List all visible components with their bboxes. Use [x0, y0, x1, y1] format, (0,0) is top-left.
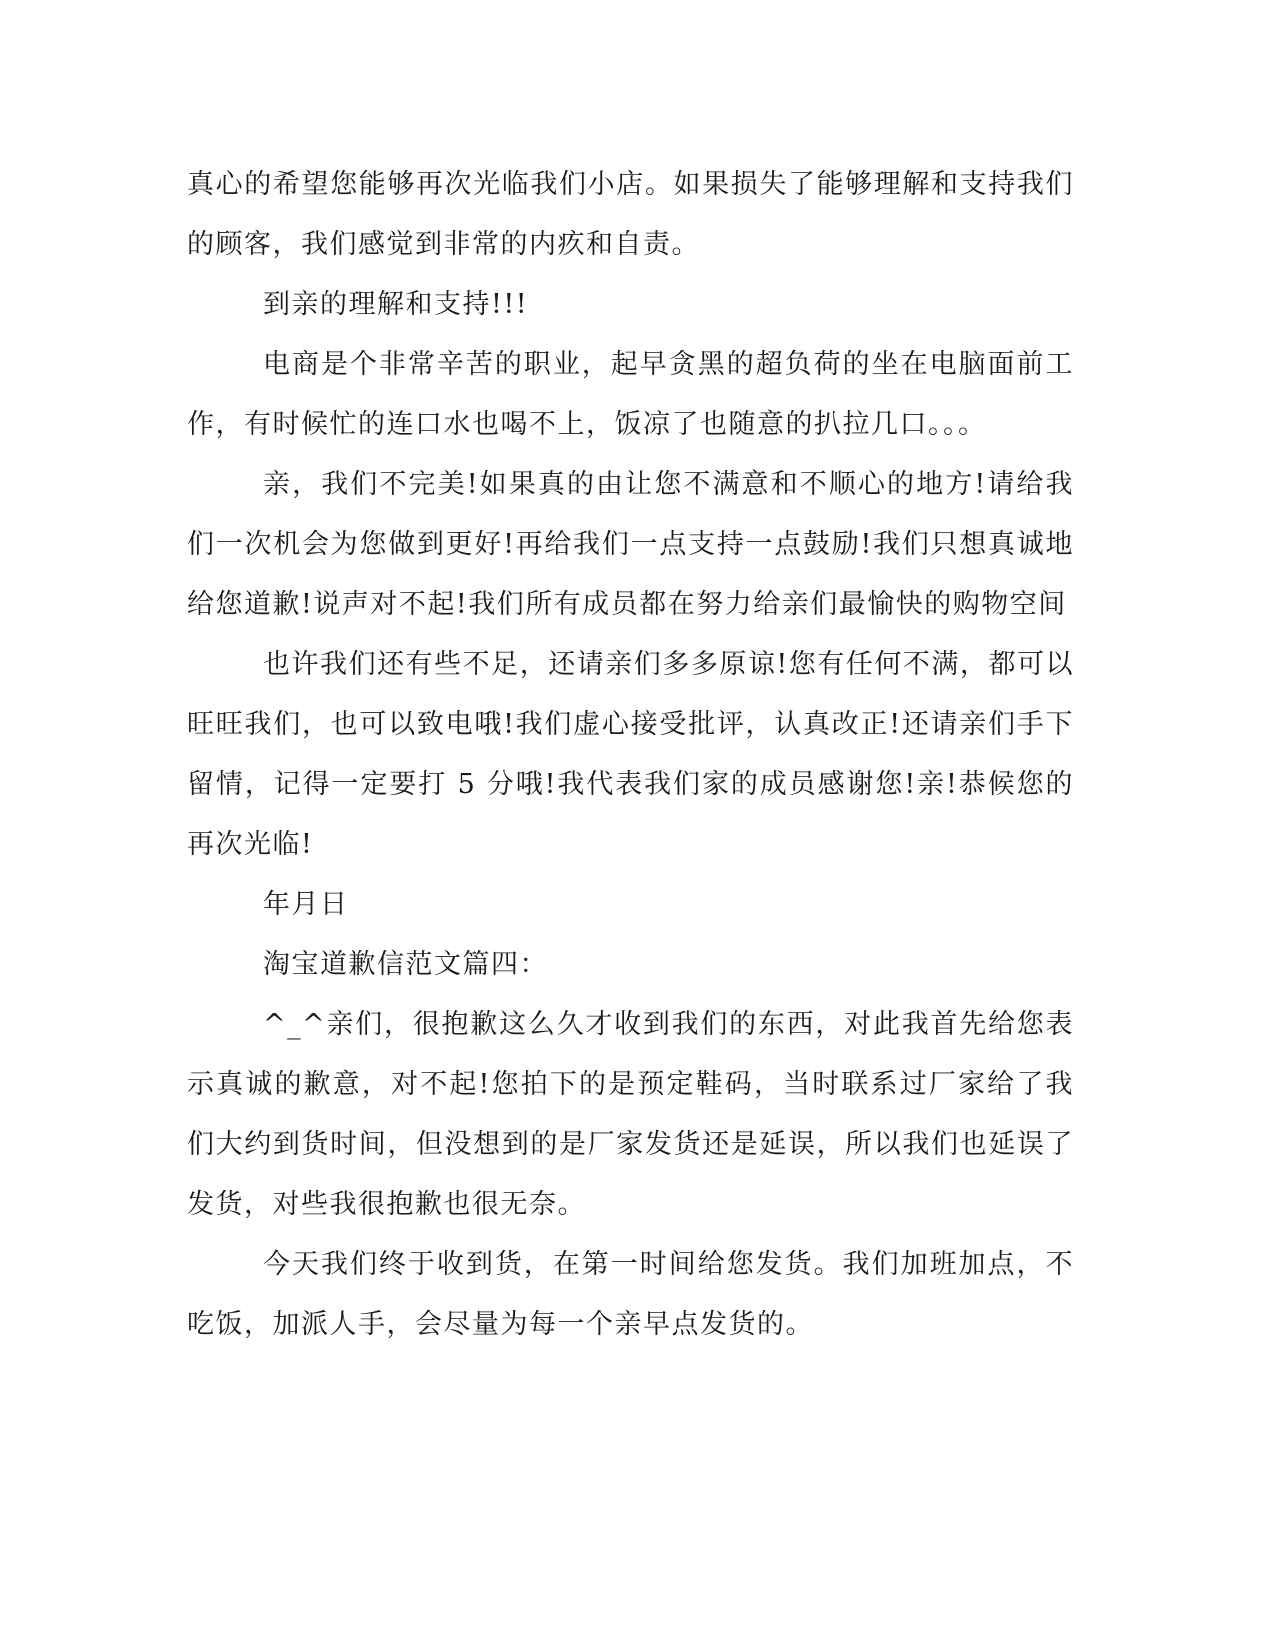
- paragraph-shipping-today: 今天我们终于收到货，在第一时间给您发货。我们加班加点，不吃饭，加派人手，会尽量为每一个亲早点发货的。: [187, 1249, 1074, 1340]
- paragraph-delay-apology: ^_^亲们，很抱歉这么久才收到我们的东西，对此我首先给您表示真诚的歉意，对不起!您拍下的是预定鞋码，当时联系过厂家给了我们大约到货时间，但没想到的是厂家发货还是延误，所以我们也延误了发货，对些我很抱歉也很无奈。: [187, 1009, 1074, 1220]
- paragraph-closing-hope: 真心的希望您能够再次光临我们小店。如果损失了能够理解和支持我们的顾客，我们感觉到非常的内疚和自责。: [187, 169, 1074, 260]
- document-body: [187, 155, 1074, 1355]
- paragraph-thanks: 到亲的理解和支持!!!: [263, 289, 529, 320]
- section-heading: 淘宝道歉信范文篇四：: [263, 949, 548, 980]
- paragraph-ecommerce-hardship: 电商是个非常辛苦的职业，起早贪黑的超负荷的坐在电脑面前工作，有时候忙的连口水也喝不上，饭凉了也随意的扒拉几口。。。: [187, 349, 1074, 440]
- paragraph-forgiveness: 也许我们还有些不足，还请亲们多多原谅!您有任何不满，都可以旺旺我们，也可以致电哦!我们虚心接受批评，认真改正!还请亲们手下留情，记得一定要打 5 分哦!我代表我们家的成员感谢您!亲!恭候您的再次光临!: [187, 649, 1074, 860]
- paragraph-not-perfect: 亲，我们不完美!如果真的由让您不满意和不顺心的地方!请给我们一次机会为您做到更好!再给我们一点支持一点鼓励!我们只想真诚地给您道歉!说声对不起!我们所有成员都在努力给亲们最愉快的购物空间: [187, 469, 1074, 620]
- paragraph-date: 年月日: [263, 889, 349, 920]
